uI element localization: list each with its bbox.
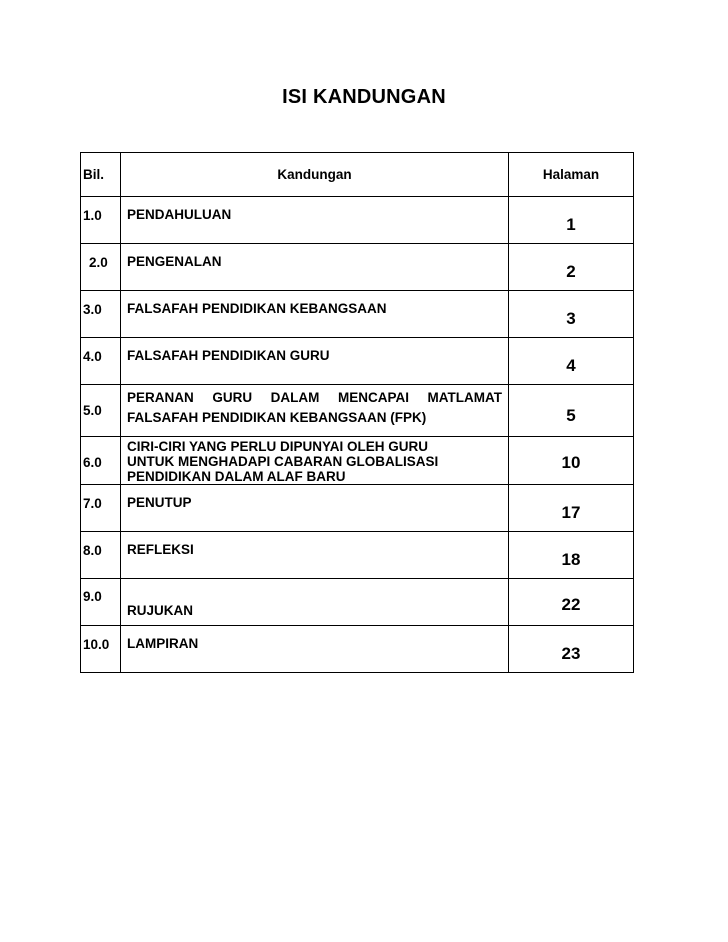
row-page: 5 [509,385,634,437]
row-number: 3.0 [81,291,121,338]
row-title-line: PENUTUP [127,495,192,510]
row-number: 1.0 [81,197,121,244]
row-page: 22 [509,579,634,626]
row-page: 17 [509,485,634,532]
row-title [121,626,509,673]
row-number: 4.0 [81,338,121,385]
header-bil: Bil. [81,153,121,197]
row-title-line: LAMPIRAN [127,636,199,651]
row-number: 8.0 [81,532,121,579]
row-title [121,437,509,485]
row-page: 3 [509,291,634,338]
table-row [81,385,634,437]
table-row [81,197,634,244]
table-row [81,338,634,385]
table-row [81,437,634,485]
table-row [81,626,634,673]
row-number: 5.0 [81,385,121,437]
row-title-line: PERANAN GURU DALAM MENCAPAI MATLAMAT [127,390,502,405]
row-number: 7.0 [81,485,121,532]
row-title [121,291,509,338]
row-number: 6.0 [81,437,121,485]
row-page: 10 [509,437,634,485]
row-title-line: CIRI-CIRI YANG PERLU DIPUNYAI OLEH GURU [127,439,429,454]
row-title [121,579,509,626]
row-page: 23 [509,626,634,673]
table-of-contents [80,152,634,673]
row-page: 4 [509,338,634,385]
row-page: 18 [509,532,634,579]
row-title [121,197,509,244]
row-title [121,385,509,437]
row-title [121,532,509,579]
row-title-line: REFLEKSI [127,542,194,557]
row-title-line: FALSAFAH PENDIDIKAN KEBANGSAAN [127,301,387,316]
table-row [81,291,634,338]
row-page: 2 [509,244,634,291]
row-title-line: FALSAFAH PENDIDIKAN GURU [127,348,330,363]
row-number: 9.0 [81,579,121,626]
row-title-line: PENDAHULUAN [127,207,232,222]
row-title [121,338,509,385]
header-kandungan: Kandungan [121,153,509,197]
row-title [121,244,509,291]
row-page: 1 [509,197,634,244]
table-row [81,579,634,626]
row-title-line: FALSAFAH PENDIDIKAN KEBANGSAAN (FPK) [127,410,427,425]
row-title [121,485,509,532]
table-row [81,485,634,532]
table-row [81,244,634,291]
row-title-line: RUJUKAN [127,603,194,618]
row-title-line: UNTUK MENGHADAPI CABARAN GLOBALISASI [127,454,439,469]
page-title: ISI KANDUNGAN [282,86,446,108]
row-number: 2.0 [81,244,121,291]
table-row [81,532,634,579]
table-header-row [81,153,634,197]
row-number: 10.0 [81,626,121,673]
row-title-line: PENDIDIKAN DALAM ALAF BARU [127,469,346,484]
row-title-line: PENGENALAN [127,254,222,269]
header-halaman: Halaman [509,153,634,197]
